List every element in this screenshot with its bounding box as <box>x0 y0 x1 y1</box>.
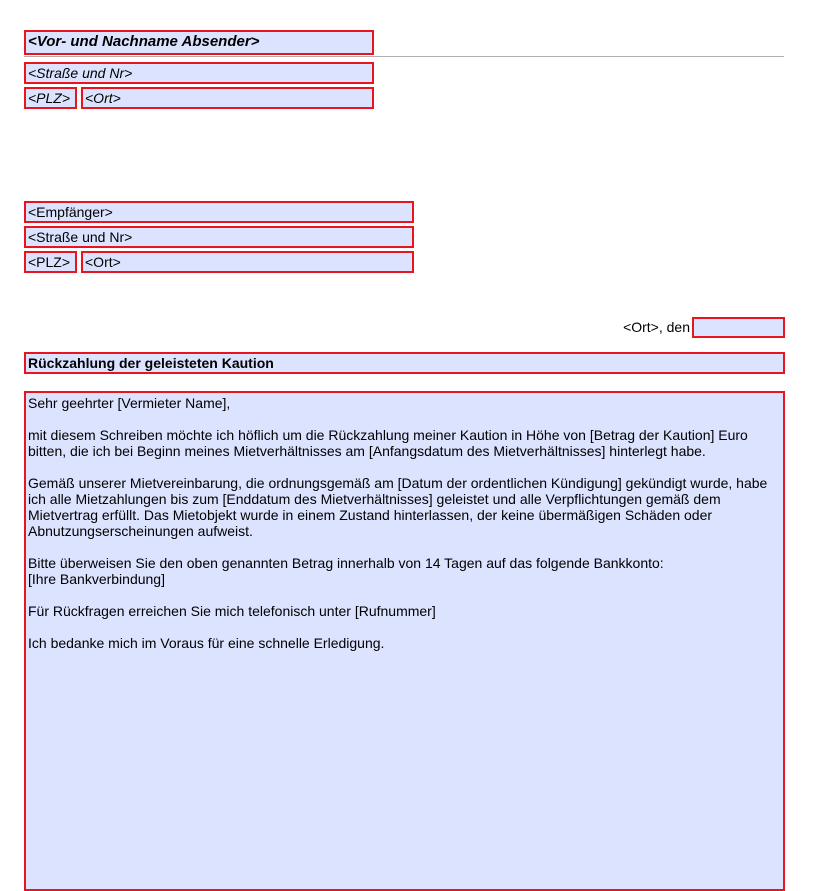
sender-name-text: <Vor- und Nachname Absender> <box>28 33 260 50</box>
sender-city-field[interactable] <box>81 87 374 109</box>
recipient-name-text: <Empfänger> <box>28 204 113 220</box>
sender-street-text: <Straße und Nr> <box>28 65 133 81</box>
recipient-street-field[interactable] <box>24 226 414 248</box>
date-place-label: <Ort>, den <box>623 319 690 335</box>
recipient-city-field[interactable] <box>81 251 414 273</box>
recipient-zip-text: <PLZ> <box>28 254 71 270</box>
sender-street-field[interactable] <box>24 62 374 84</box>
subject-field[interactable] <box>24 352 785 374</box>
date-field[interactable] <box>692 317 785 338</box>
salutation: Sehr geehrter [Vermieter Name], <box>28 395 231 411</box>
body-paragraph-4: Für Rückfragen erreichen Sie mich telefonisch unter [Rufnummer] <box>28 603 436 619</box>
sender-zip-text: <PLZ> <box>28 90 71 106</box>
subject-text: Rückzahlung der geleisteten Kaution <box>28 355 274 371</box>
recipient-name-field[interactable] <box>24 201 414 223</box>
sender-city-text: <Ort> <box>85 90 121 106</box>
sender-zip-field[interactable] <box>24 87 77 109</box>
letter-body-field[interactable] <box>24 391 785 891</box>
sender-divider <box>24 56 784 57</box>
recipient-street-text: <Straße und Nr> <box>28 229 133 245</box>
body-paragraph-5: Ich bedanke mich im Voraus für eine schnelle Erledigung. <box>28 635 385 651</box>
sender-name-field[interactable] <box>24 30 374 55</box>
body-paragraph-3-line-2: [Ihre Bankverbindung] <box>28 571 165 587</box>
recipient-city-text: <Ort> <box>85 254 121 270</box>
body-paragraph-3 <box>28 555 777 587</box>
body-paragraph-2: Gemäß unserer Mietvereinbarung, die ordnungsgemäß am [Datum der ordentlichen Kündigung] gekündigt wurde, habe ich alle Mietzahlungen bis zum [Enddatum des Mietverhältnisses] geleistet und alle Verpflichtungen gemäß dem Mietvertrag erfüllt. Das Mietobjekt wurde in einem Zustand hinterlassen, der keine übermäßigen Schäden oder Abnutzungserscheinungen aufweist. <box>28 475 768 539</box>
body-paragraph-3-line-1: Bitte überweisen Sie den oben genannten Betrag innerhalb von 14 Tagen auf das folgende Bankkonto: <box>28 555 664 571</box>
body-paragraph-1: mit diesem Schreiben möchte ich höflich um die Rückzahlung meiner Kaution in Höhe von [Betrag der Kaution] Euro bitten, die ich bei Beginn meines Mietverhältnisses am [Anfangsdatum des Mietverhältnisses] hinterlegt habe. <box>28 427 748 459</box>
recipient-zip-field[interactable] <box>24 251 77 273</box>
